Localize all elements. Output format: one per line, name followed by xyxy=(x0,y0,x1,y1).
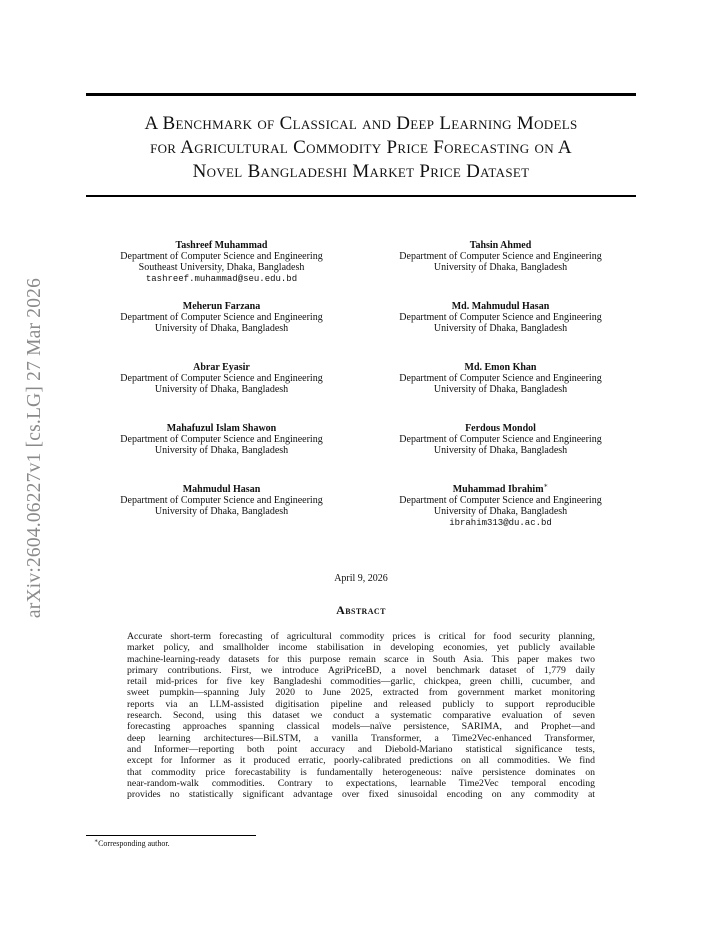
author-affiliation: University of Dhaka, Bangladesh xyxy=(154,323,289,335)
author-department: Department of Computer Science and Engineering xyxy=(399,312,602,324)
abstract-line: market policy, and smallholder income stabilisation in developing economies, yet publicly available xyxy=(127,642,595,654)
footnote xyxy=(94,839,170,848)
author-department: Department of Computer Science and Engineering xyxy=(120,251,323,263)
arxiv-identifier: arXiv:2604.06227v1 [cs.LG] 27 Mar 2026 xyxy=(24,277,45,619)
abstract-line: machine-learning-ready datasets for this purpose remain scarce in South Asia. This paper makes two xyxy=(127,653,595,665)
author-block xyxy=(365,301,636,362)
author-email: tashreef.muhammad@seu.edu.bd xyxy=(145,273,298,284)
author-name: Abrar Eyasir xyxy=(193,362,250,373)
abstract-line: except for Informer as it produced erratic, poorly-calibrated predictions on all commodities. We find xyxy=(127,755,595,767)
author-affiliation: University of Dhaka, Bangladesh xyxy=(154,384,289,396)
author-department: Department of Computer Science and Engineering xyxy=(120,312,323,324)
title-bottom-rule xyxy=(86,195,636,197)
title-line: for Agricultural Commodity Price Forecasting on A xyxy=(150,137,572,158)
author-block xyxy=(86,484,357,545)
author-department: Department of Computer Science and Engineering xyxy=(399,495,602,507)
author-name: Md. Mahmudul Hasan xyxy=(451,301,550,312)
author-department: Department of Computer Science and Engineering xyxy=(120,434,323,446)
author-block xyxy=(365,481,636,545)
author-name: Meherun Farzana xyxy=(182,301,261,312)
author-name: Ferdous Mondol xyxy=(465,423,536,434)
author-name: Md. Emon Khan xyxy=(464,362,537,373)
author-list xyxy=(86,240,636,545)
footnote-rule xyxy=(86,835,256,836)
author-block xyxy=(86,423,357,484)
paper-title xyxy=(86,112,636,184)
author-name: Tashreef Muhammad xyxy=(175,240,268,251)
author-affiliation: Southeast University, Dhaka, Bangladesh xyxy=(138,262,305,274)
author-block xyxy=(86,301,357,362)
author-name: Mahmudul Hasan xyxy=(182,484,261,495)
paper-date: April 9, 2026 xyxy=(334,573,388,584)
author-email: ibrahim313@du.ac.bd xyxy=(449,517,552,528)
abstract-line: and Informer—reporting both point accuracy and Diebold-Mariano statistical significance tests, xyxy=(127,743,595,755)
author-affiliation: University of Dhaka, Bangladesh xyxy=(433,323,568,335)
abstract-line: retail mid-prices for five key Bangladeshi commodities—garlic, chickpea, green chilli, cucumber, and xyxy=(127,676,595,688)
author-department: Department of Computer Science and Engineering xyxy=(120,373,323,385)
abstract-line: sweet pumpkin—spanning July 2020 to June 2025, extracted from government market monitoring xyxy=(127,687,595,699)
author-name: Muhammad Ibrahim xyxy=(452,484,544,495)
author-block xyxy=(86,240,357,301)
abstract-text xyxy=(127,631,595,800)
author-affiliation: University of Dhaka, Bangladesh xyxy=(154,445,289,457)
author-block xyxy=(365,423,636,484)
author-affiliation: University of Dhaka, Bangladesh xyxy=(433,384,568,396)
author-name-wrapper xyxy=(365,481,636,495)
author-name: Mahafuzul Islam Shawon xyxy=(166,423,277,434)
abstract-line: near-random-walk commodities. Contrary to expectations, learnable Time2Vec temporal encoding xyxy=(127,777,595,789)
author-name: Tahsin Ahmed xyxy=(469,240,532,251)
title-line: Novel Bangladeshi Market Price Dataset xyxy=(192,161,530,182)
corresponding-mark: ∗ xyxy=(543,481,549,490)
abstract-line: deep learning architectures—BiLSTM, a vanilla Transformer, a Time2Vec-enhanced Transformer, xyxy=(127,732,595,744)
title-top-rule xyxy=(86,93,636,96)
footnote-mark: ∗ xyxy=(94,838,99,845)
author-block xyxy=(86,362,357,423)
author-block xyxy=(365,240,636,301)
footnote-text: Corresponding author. xyxy=(98,839,170,848)
author-department: Department of Computer Science and Engineering xyxy=(399,251,602,263)
abstract-line: primary contributions. First, we introduce AgriPriceBD, a novel benchmark dataset of 1,779 daily xyxy=(127,664,595,676)
author-department: Department of Computer Science and Engineering xyxy=(399,434,602,446)
author-department: Department of Computer Science and Engineering xyxy=(399,373,602,385)
author-department: Department of Computer Science and Engineering xyxy=(120,495,323,507)
abstract-line: research. Second, using this dataset we conduct a systematic comparative evaluation of seven xyxy=(127,710,595,722)
title-line: A Benchmark of Classical and Deep Learning Models xyxy=(144,113,578,134)
abstract-line: provides no statistically significant advantage over fixed sinusoidal encoding on any commodity at xyxy=(127,789,595,801)
author-affiliation: University of Dhaka, Bangladesh xyxy=(433,445,568,457)
abstract-heading: Abstract xyxy=(336,603,386,617)
abstract-line: that commodity price forecastability is fundamentally heterogeneous: naïve persistence dominates on xyxy=(127,766,595,778)
abstract-line: forecasting approaches spanning classical models—naïve persistence, SARIMA, and Prophet—and xyxy=(127,721,595,733)
abstract-line: Accurate short-term forecasting of agricultural commodity prices is critical for food security planning, xyxy=(127,631,595,642)
abstract-line: reports via an LLM-assisted digitisation pipeline and released publicly to support reproducible xyxy=(127,698,595,710)
author-block xyxy=(365,362,636,423)
author-affiliation: University of Dhaka, Bangladesh xyxy=(433,506,568,518)
author-affiliation: University of Dhaka, Bangladesh xyxy=(154,506,289,518)
author-affiliation: University of Dhaka, Bangladesh xyxy=(433,262,568,274)
